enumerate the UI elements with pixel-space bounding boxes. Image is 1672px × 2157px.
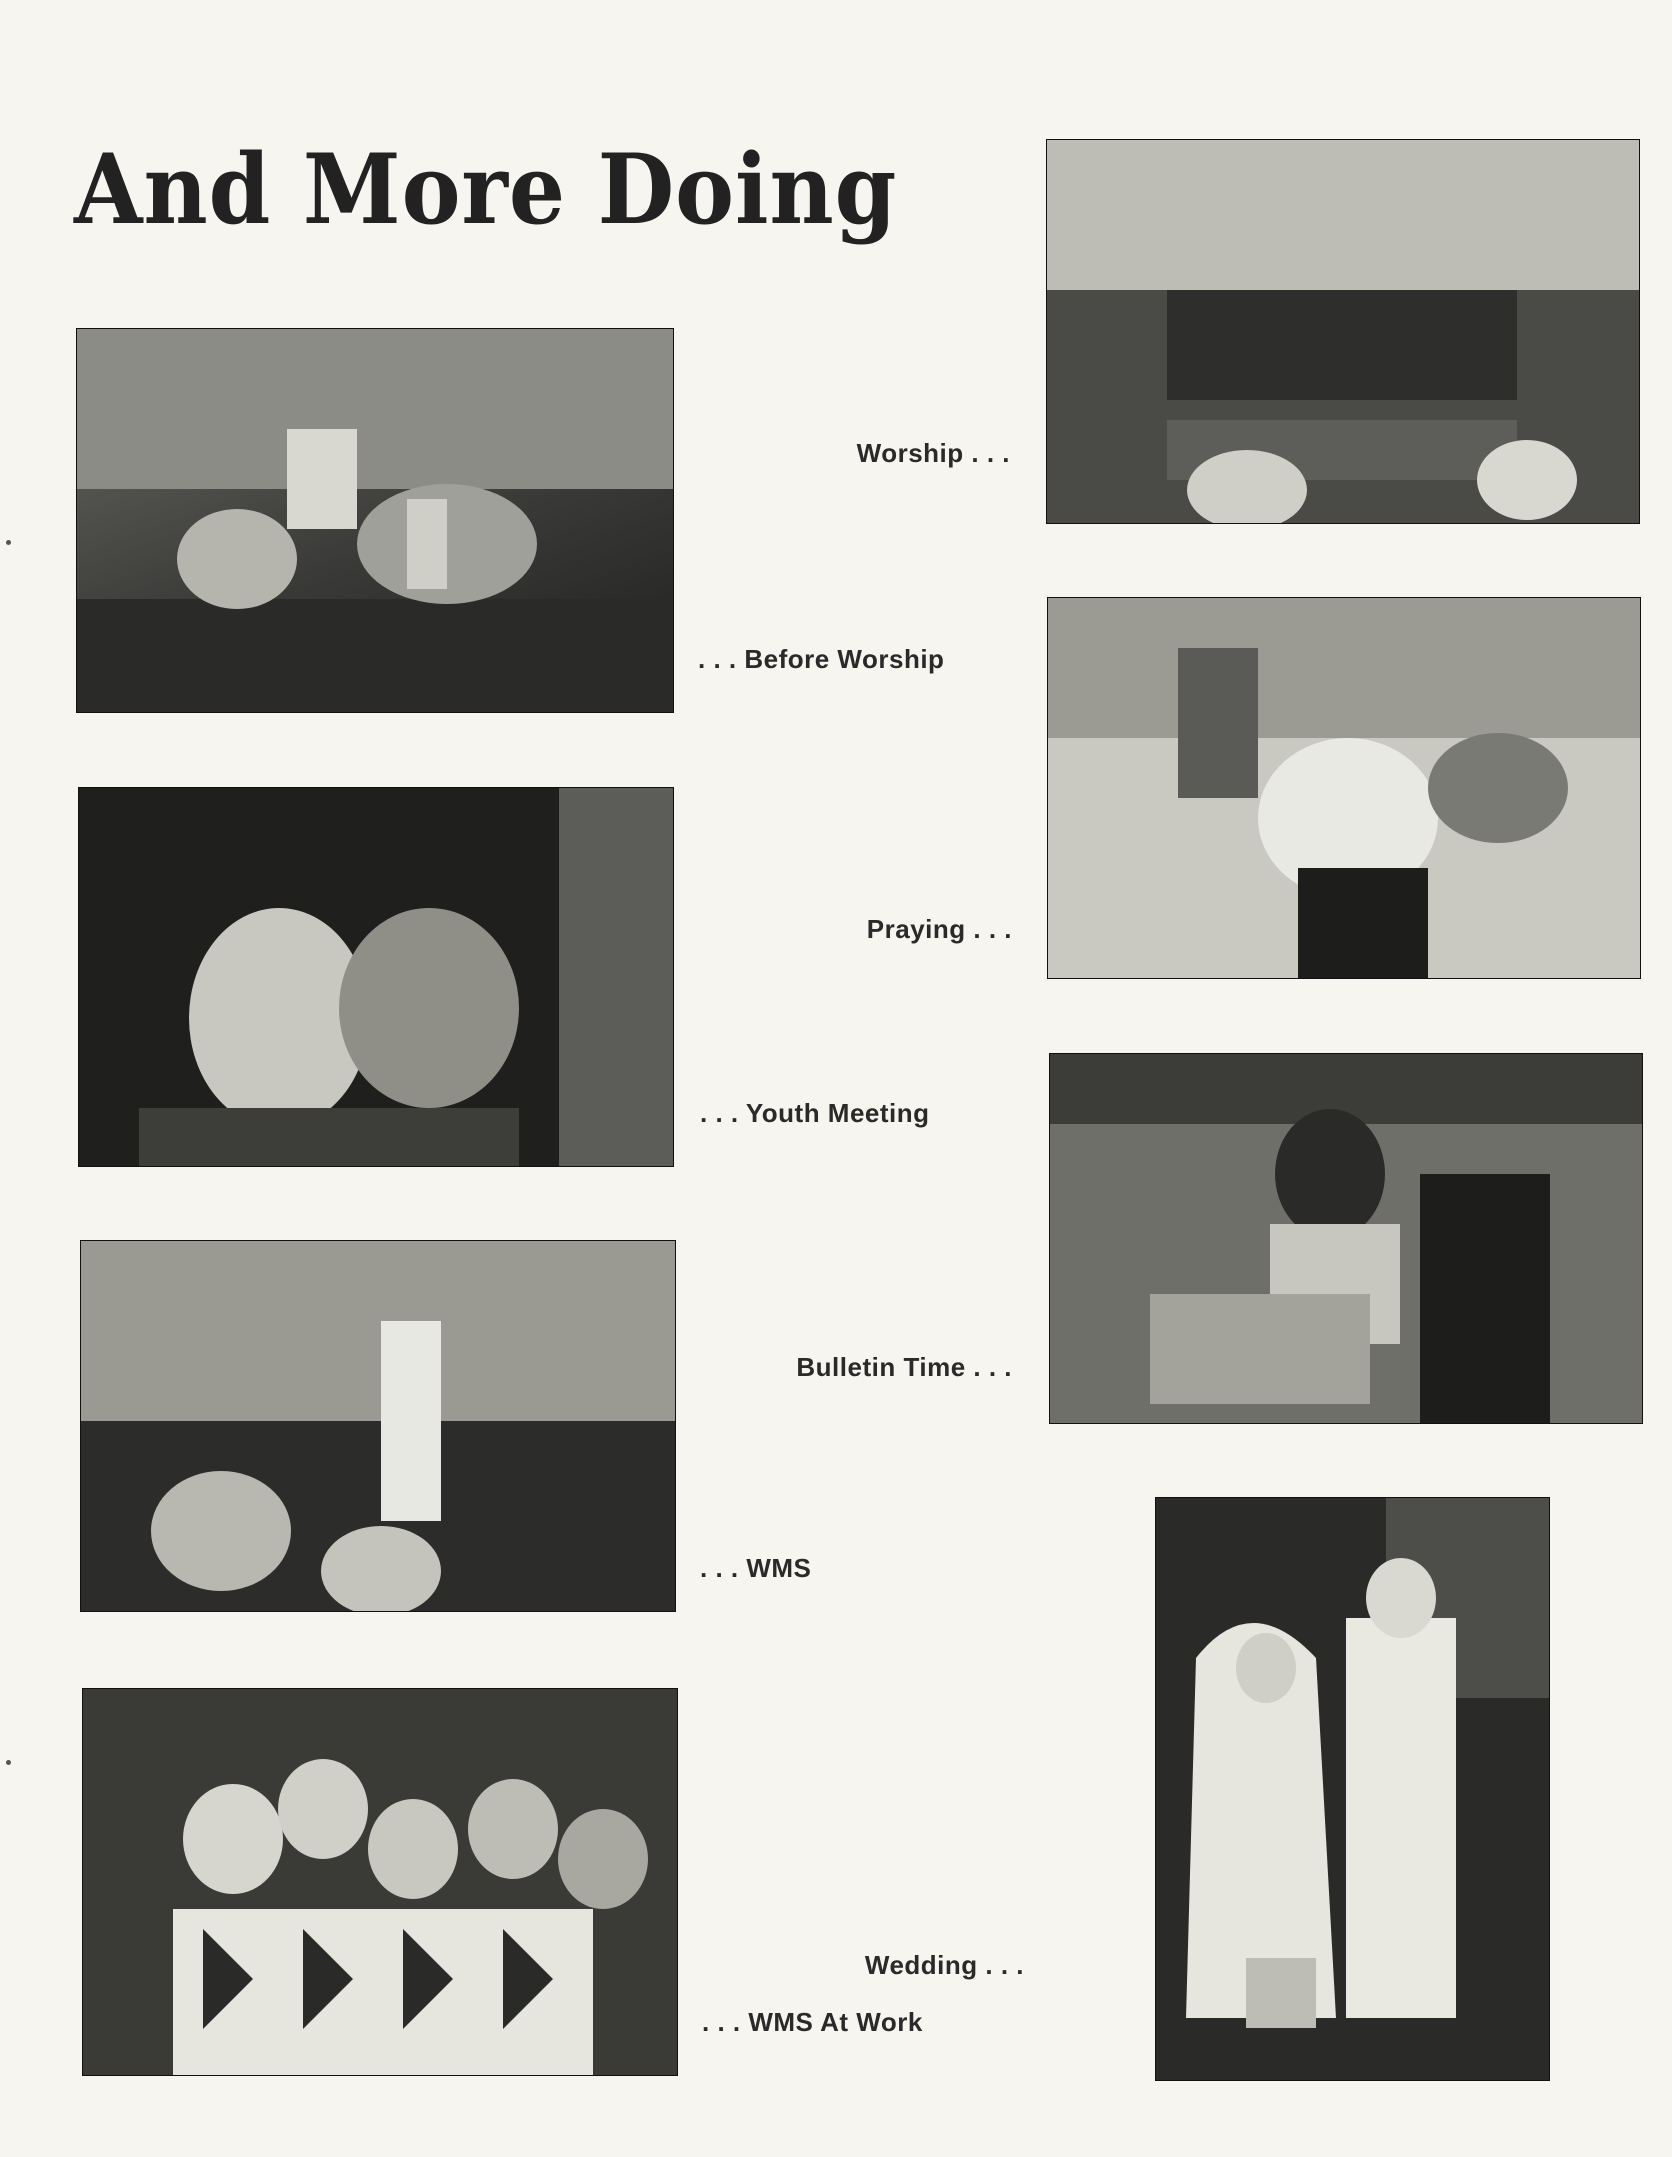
caption-worship: Worship . . . xyxy=(856,438,1010,468)
caption-wms: . . . WMS xyxy=(700,1553,812,1583)
caption-wms-at-work: . . . WMS At Work xyxy=(702,2007,923,2037)
photo-youth-meeting xyxy=(78,787,674,1167)
page-title: And More Doing xyxy=(74,133,898,246)
photo-wms xyxy=(80,1240,676,1612)
photo-bulletin-time xyxy=(1049,1053,1643,1424)
photo-wms-at-work xyxy=(82,1688,678,2076)
binding-hole-top xyxy=(6,540,11,545)
photo-praying xyxy=(1047,597,1641,979)
caption-bulletin-time: Bulletin Time . . . xyxy=(796,1352,1012,1382)
caption-praying: Praying . . . xyxy=(866,914,1012,944)
photo-wedding xyxy=(1155,1497,1550,2081)
caption-before-worship: . . . Before Worship xyxy=(698,644,945,674)
caption-youth-meeting: . . . Youth Meeting xyxy=(700,1098,930,1128)
caption-wedding: Wedding . . . xyxy=(864,1950,1024,1980)
binding-hole-bottom xyxy=(6,1760,11,1765)
photo-before-worship xyxy=(76,328,674,713)
photo-worship xyxy=(1046,139,1640,524)
